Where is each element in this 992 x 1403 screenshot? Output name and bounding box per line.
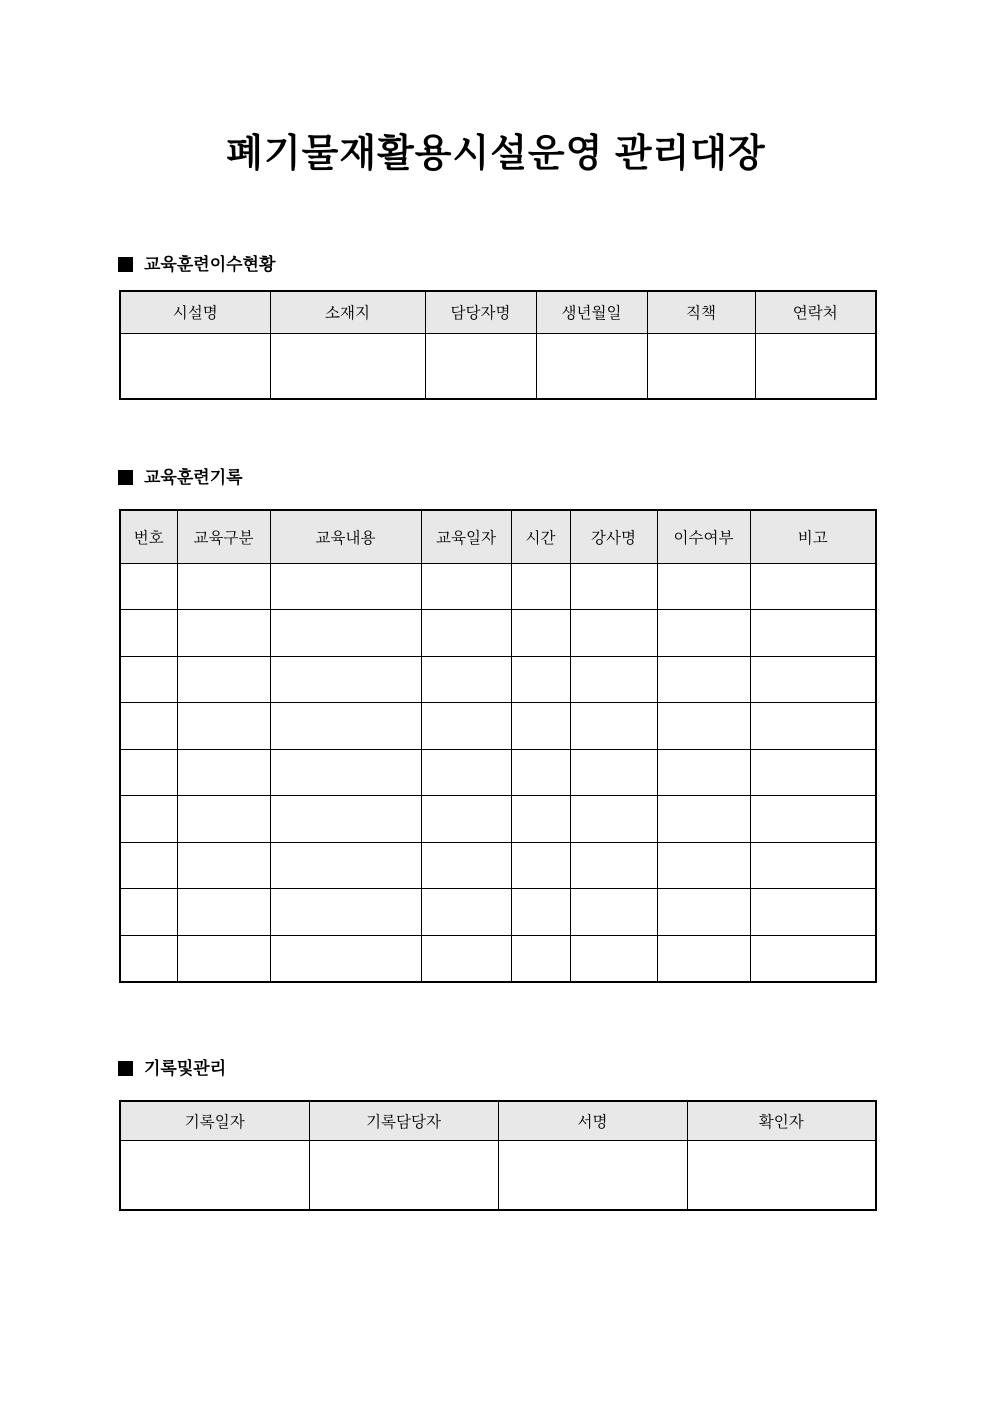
empty-cell — [657, 749, 750, 796]
table-row — [120, 889, 876, 936]
empty-cell — [570, 656, 657, 703]
header-cell: 직책 — [647, 291, 755, 333]
empty-cell — [511, 842, 570, 889]
table-row — [120, 749, 876, 796]
empty-cell — [511, 889, 570, 936]
table-row — [120, 333, 876, 399]
empty-cell — [570, 749, 657, 796]
empty-cell — [657, 889, 750, 936]
document-title: 폐기물재활용시설운영 관리대장 — [226, 133, 766, 175]
empty-cell — [177, 796, 270, 843]
empty-cell — [270, 703, 421, 750]
empty-cell — [270, 563, 421, 610]
empty-cell — [421, 889, 511, 936]
empty-cell — [570, 610, 657, 657]
empty-cell — [570, 796, 657, 843]
empty-cell — [421, 935, 511, 982]
header-cell: 비고 — [750, 510, 876, 563]
empty-cell — [511, 935, 570, 982]
empty-cell — [657, 656, 750, 703]
empty-cell — [270, 889, 421, 936]
empty-cell — [421, 610, 511, 657]
empty-cell — [120, 1140, 309, 1210]
empty-cell — [750, 563, 876, 610]
empty-cell — [511, 749, 570, 796]
empty-cell — [309, 1140, 498, 1210]
empty-cell — [657, 935, 750, 982]
header-cell: 시간 — [511, 510, 570, 563]
empty-cell — [177, 749, 270, 796]
empty-cell — [570, 889, 657, 936]
header-cell: 교육일자 — [421, 510, 511, 563]
empty-cell — [570, 935, 657, 982]
empty-cell — [570, 703, 657, 750]
header-cell: 담당자명 — [425, 291, 536, 333]
header-cell: 확인자 — [687, 1101, 876, 1140]
empty-cell — [421, 656, 511, 703]
empty-cell — [657, 703, 750, 750]
empty-cell — [177, 610, 270, 657]
empty-cell — [750, 842, 876, 889]
empty-cell — [177, 935, 270, 982]
empty-cell — [511, 610, 570, 657]
header-cell: 교육구분 — [177, 510, 270, 563]
empty-cell — [120, 656, 177, 703]
empty-cell — [270, 749, 421, 796]
empty-cell — [177, 703, 270, 750]
header-cell: 시설명 — [120, 291, 270, 333]
empty-cell — [750, 656, 876, 703]
section-marker-icon — [118, 257, 133, 272]
empty-cell — [498, 1140, 687, 1210]
empty-cell — [570, 842, 657, 889]
empty-cell — [750, 749, 876, 796]
empty-cell — [657, 563, 750, 610]
header-cell: 기록담당자 — [309, 1101, 498, 1140]
empty-cell — [120, 563, 177, 610]
empty-cell — [270, 610, 421, 657]
header-cell: 생년월일 — [536, 291, 647, 333]
empty-cell — [425, 333, 536, 399]
empty-cell — [270, 796, 421, 843]
section-heading-record-management — [118, 1060, 226, 1077]
empty-cell — [750, 889, 876, 936]
table-row — [120, 610, 876, 657]
empty-cell — [120, 842, 177, 889]
header-cell: 기록일자 — [120, 1101, 309, 1140]
empty-cell — [421, 563, 511, 610]
table-row — [120, 935, 876, 982]
empty-cell — [177, 889, 270, 936]
empty-cell — [421, 796, 511, 843]
empty-cell — [120, 703, 177, 750]
section-heading-training-status — [118, 256, 275, 273]
empty-cell — [270, 656, 421, 703]
section-heading-label: 교육훈련기록 — [144, 468, 243, 487]
table-row — [120, 703, 876, 750]
header-cell: 연락처 — [755, 291, 876, 333]
empty-cell — [687, 1140, 876, 1210]
empty-cell — [270, 935, 421, 982]
empty-cell — [657, 796, 750, 843]
table-row — [120, 796, 876, 843]
training-record-table — [119, 509, 877, 983]
empty-cell — [750, 796, 876, 843]
empty-cell — [120, 935, 177, 982]
header-cell: 소재지 — [270, 291, 425, 333]
header-cell: 이수여부 — [657, 510, 750, 563]
empty-cell — [750, 935, 876, 982]
table-header-row — [120, 291, 876, 333]
section-marker-icon — [118, 1061, 133, 1076]
section-heading-label: 교육훈련이수현황 — [144, 255, 276, 274]
empty-cell — [270, 333, 425, 399]
empty-cell — [270, 842, 421, 889]
empty-cell — [177, 842, 270, 889]
table-header-row — [120, 510, 876, 563]
empty-cell — [570, 563, 657, 610]
empty-cell — [657, 610, 750, 657]
header-cell: 서명 — [498, 1101, 687, 1140]
empty-cell — [177, 656, 270, 703]
record-management-table — [119, 1100, 877, 1211]
empty-cell — [120, 796, 177, 843]
empty-cell — [177, 563, 270, 610]
header-cell: 교육내용 — [270, 510, 421, 563]
table-row — [120, 563, 876, 610]
empty-cell — [511, 563, 570, 610]
section-heading-label: 기록및관리 — [144, 1059, 227, 1078]
empty-cell — [120, 889, 177, 936]
empty-cell — [120, 610, 177, 657]
table-row — [120, 656, 876, 703]
empty-cell — [750, 610, 876, 657]
table-row — [120, 842, 876, 889]
empty-cell — [511, 796, 570, 843]
empty-cell — [120, 749, 177, 796]
empty-cell — [421, 842, 511, 889]
empty-cell — [120, 333, 270, 399]
empty-cell — [750, 703, 876, 750]
header-cell: 번호 — [120, 510, 177, 563]
table-row — [120, 1140, 876, 1210]
section-marker-icon — [118, 470, 133, 485]
empty-cell — [755, 333, 876, 399]
empty-cell — [647, 333, 755, 399]
empty-cell — [511, 656, 570, 703]
training-status-table — [119, 290, 877, 400]
empty-cell — [421, 749, 511, 796]
empty-cell — [657, 842, 750, 889]
empty-cell — [421, 703, 511, 750]
table-header-row — [120, 1101, 876, 1140]
header-cell: 강사명 — [570, 510, 657, 563]
section-heading-training-record — [118, 469, 243, 486]
empty-cell — [511, 703, 570, 750]
empty-cell — [536, 333, 647, 399]
